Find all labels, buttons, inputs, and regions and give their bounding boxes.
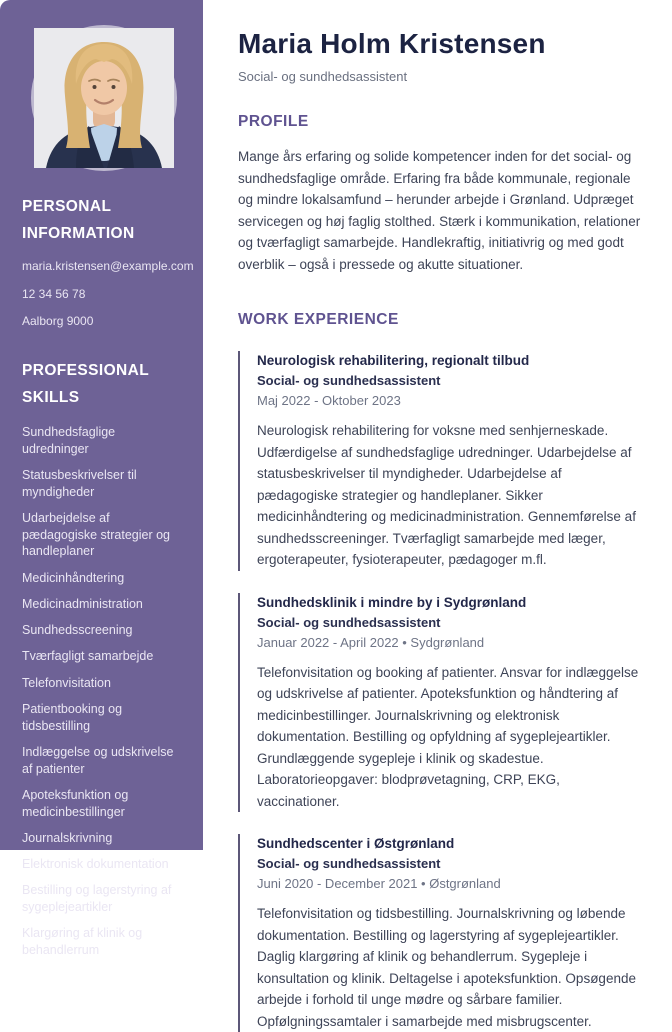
skills-list: [22, 424, 185, 959]
profile-heading: PROFILE: [238, 113, 309, 131]
skill-item: Klargøring af klinik og behandlerrum: [22, 926, 143, 958]
skill-item: Tværfagligt samarbejde: [22, 649, 154, 664]
work-entry-role: Social- og sundhedsassistent: [257, 373, 441, 389]
skill-item: Statusbeskrivelser til myndigheder: [22, 467, 137, 499]
work-entry-description: Telefonvisitation og booking af patienter. Ansvar for indlæggelse og udskrivelse af patienter. Apoteksfunktion og håndtering af medicinbestillinger. Journalskrivning og elektronisk dokumentation. Bestilling og opfyldning af sygeplejeartikler. Grundlæggende sygepleje i klinik og skadestue. Laboratorieopgaver: blodprøvetagning, CRP, EKG, vaccinationer.: [257, 664, 639, 809]
skill-item: Journalskrivning: [22, 830, 113, 845]
profile-photo: [34, 28, 174, 168]
work-entry-role: Social- og sundhedsassistent: [257, 614, 441, 630]
skills-section: [22, 358, 185, 958]
sidebar: [0, 0, 203, 958]
location-text: Aalborg 9000: [22, 314, 94, 329]
skill-item: Sundhedsfaglige udredninger: [22, 424, 116, 456]
work-entry: [238, 834, 642, 1032]
person-name: Maria Holm Kristensen: [238, 28, 546, 59]
work-entry-description: Telefonvisitation og tidsbestilling. Journalskrivning og løbende dokumentation. Bestilling og lagerstyring af sygeplejeartikler. Daglig klargøring af klinik og behandlerrum. Sygepleje i konsultation og klinik. Deltagelse i apoteksfunktion. Opsøgende arbejde i forhold til unge mødre og sårbare familier. Opfølgningssamtaler i samarbejde med misbrugscenter.: [257, 906, 636, 1029]
email-text: maria.kristensen@example.com: [22, 259, 194, 274]
skill-item: Medicinadministration: [22, 596, 143, 611]
work-entry-period: Maj 2022 - Oktober 2023: [257, 393, 401, 409]
work-entry-title: Sundhedsklinik i mindre by i Sydgrønland: [257, 594, 527, 610]
work-entry-period: Januar 2022 - April 2022 • Sydgrønland: [257, 634, 485, 650]
skill-item: Patientbooking og tidsbestilling: [22, 701, 123, 733]
work-entry-role: Social- og sundhedsassistent: [257, 856, 441, 872]
work-experience-heading: WORK EXPERIENCE: [238, 311, 399, 329]
work-entry-title: Neurologisk rehabilitering, regionalt tilbud: [257, 353, 530, 369]
skill-item: Telefonvisitation: [22, 675, 111, 690]
skill-item: Apoteksfunktion og medicinbestillinger: [22, 787, 129, 819]
phone-text: 12 34 56 78: [22, 286, 86, 301]
skill-item: Udarbejdelse af pædagogiske strategier og handleplaner: [22, 510, 171, 559]
work-entry-description: Neurologisk rehabilitering for voksne med senhjerneskade. Udfærdigelse af sundhedsfaglige udredninger. Udarbejdelse af statusbeskrivelser til myndigheder. Udarbejdelse af pædagogiske strategier og handleplaner. Sikker medicinhåndtering og medicinadministration. Gennemførelse af sundhedsscreeninger. Tværfagligt samarbejde med læger, ergoterapeuter, fysioterapeuter, pædagoger m.fl.: [257, 423, 636, 568]
profile-text: Mange års erfaring og solide kompetencer inden for det social- og sundhedsfaglige område. Erfaring fra både kommunale, regionale og mindre lokalsamfund – herunder arbejde i Grønland. Udpræget servicegen og høj faglig stolthed. Stærk i kommunikation, relationer og tværfagligt samarbejde. Handlekraftig, initiativrig og med godt overblik – også i pressede og akutte situationer.: [238, 149, 641, 272]
person-title: Social- og sundhedsassistent: [238, 69, 408, 85]
skill-item: Elektronisk dokumentation: [22, 857, 169, 872]
skill-item: Medicinhåndtering: [22, 570, 125, 585]
main-content: [203, 0, 672, 1029]
work-entry: [238, 351, 642, 571]
skills-heading: PROFESSIONAL SKILLS: [22, 362, 149, 407]
work-entry-title: Sundhedscenter i Østgrønland: [257, 836, 455, 852]
skill-item: Sundhedsscreening: [22, 623, 133, 638]
personal-info-heading: PERSONAL INFORMATION: [22, 198, 135, 242]
skill-item: Indlæggelse og udskrivelse af patienter: [22, 744, 174, 776]
work-entry: [238, 593, 642, 813]
work-entry-period: Juni 2020 - December 2021 • Østgrønland: [257, 876, 501, 892]
skill-item: Bestilling og lagerstyring af sygeplejeartikler: [22, 883, 172, 915]
portrait-illustration: [34, 28, 174, 168]
